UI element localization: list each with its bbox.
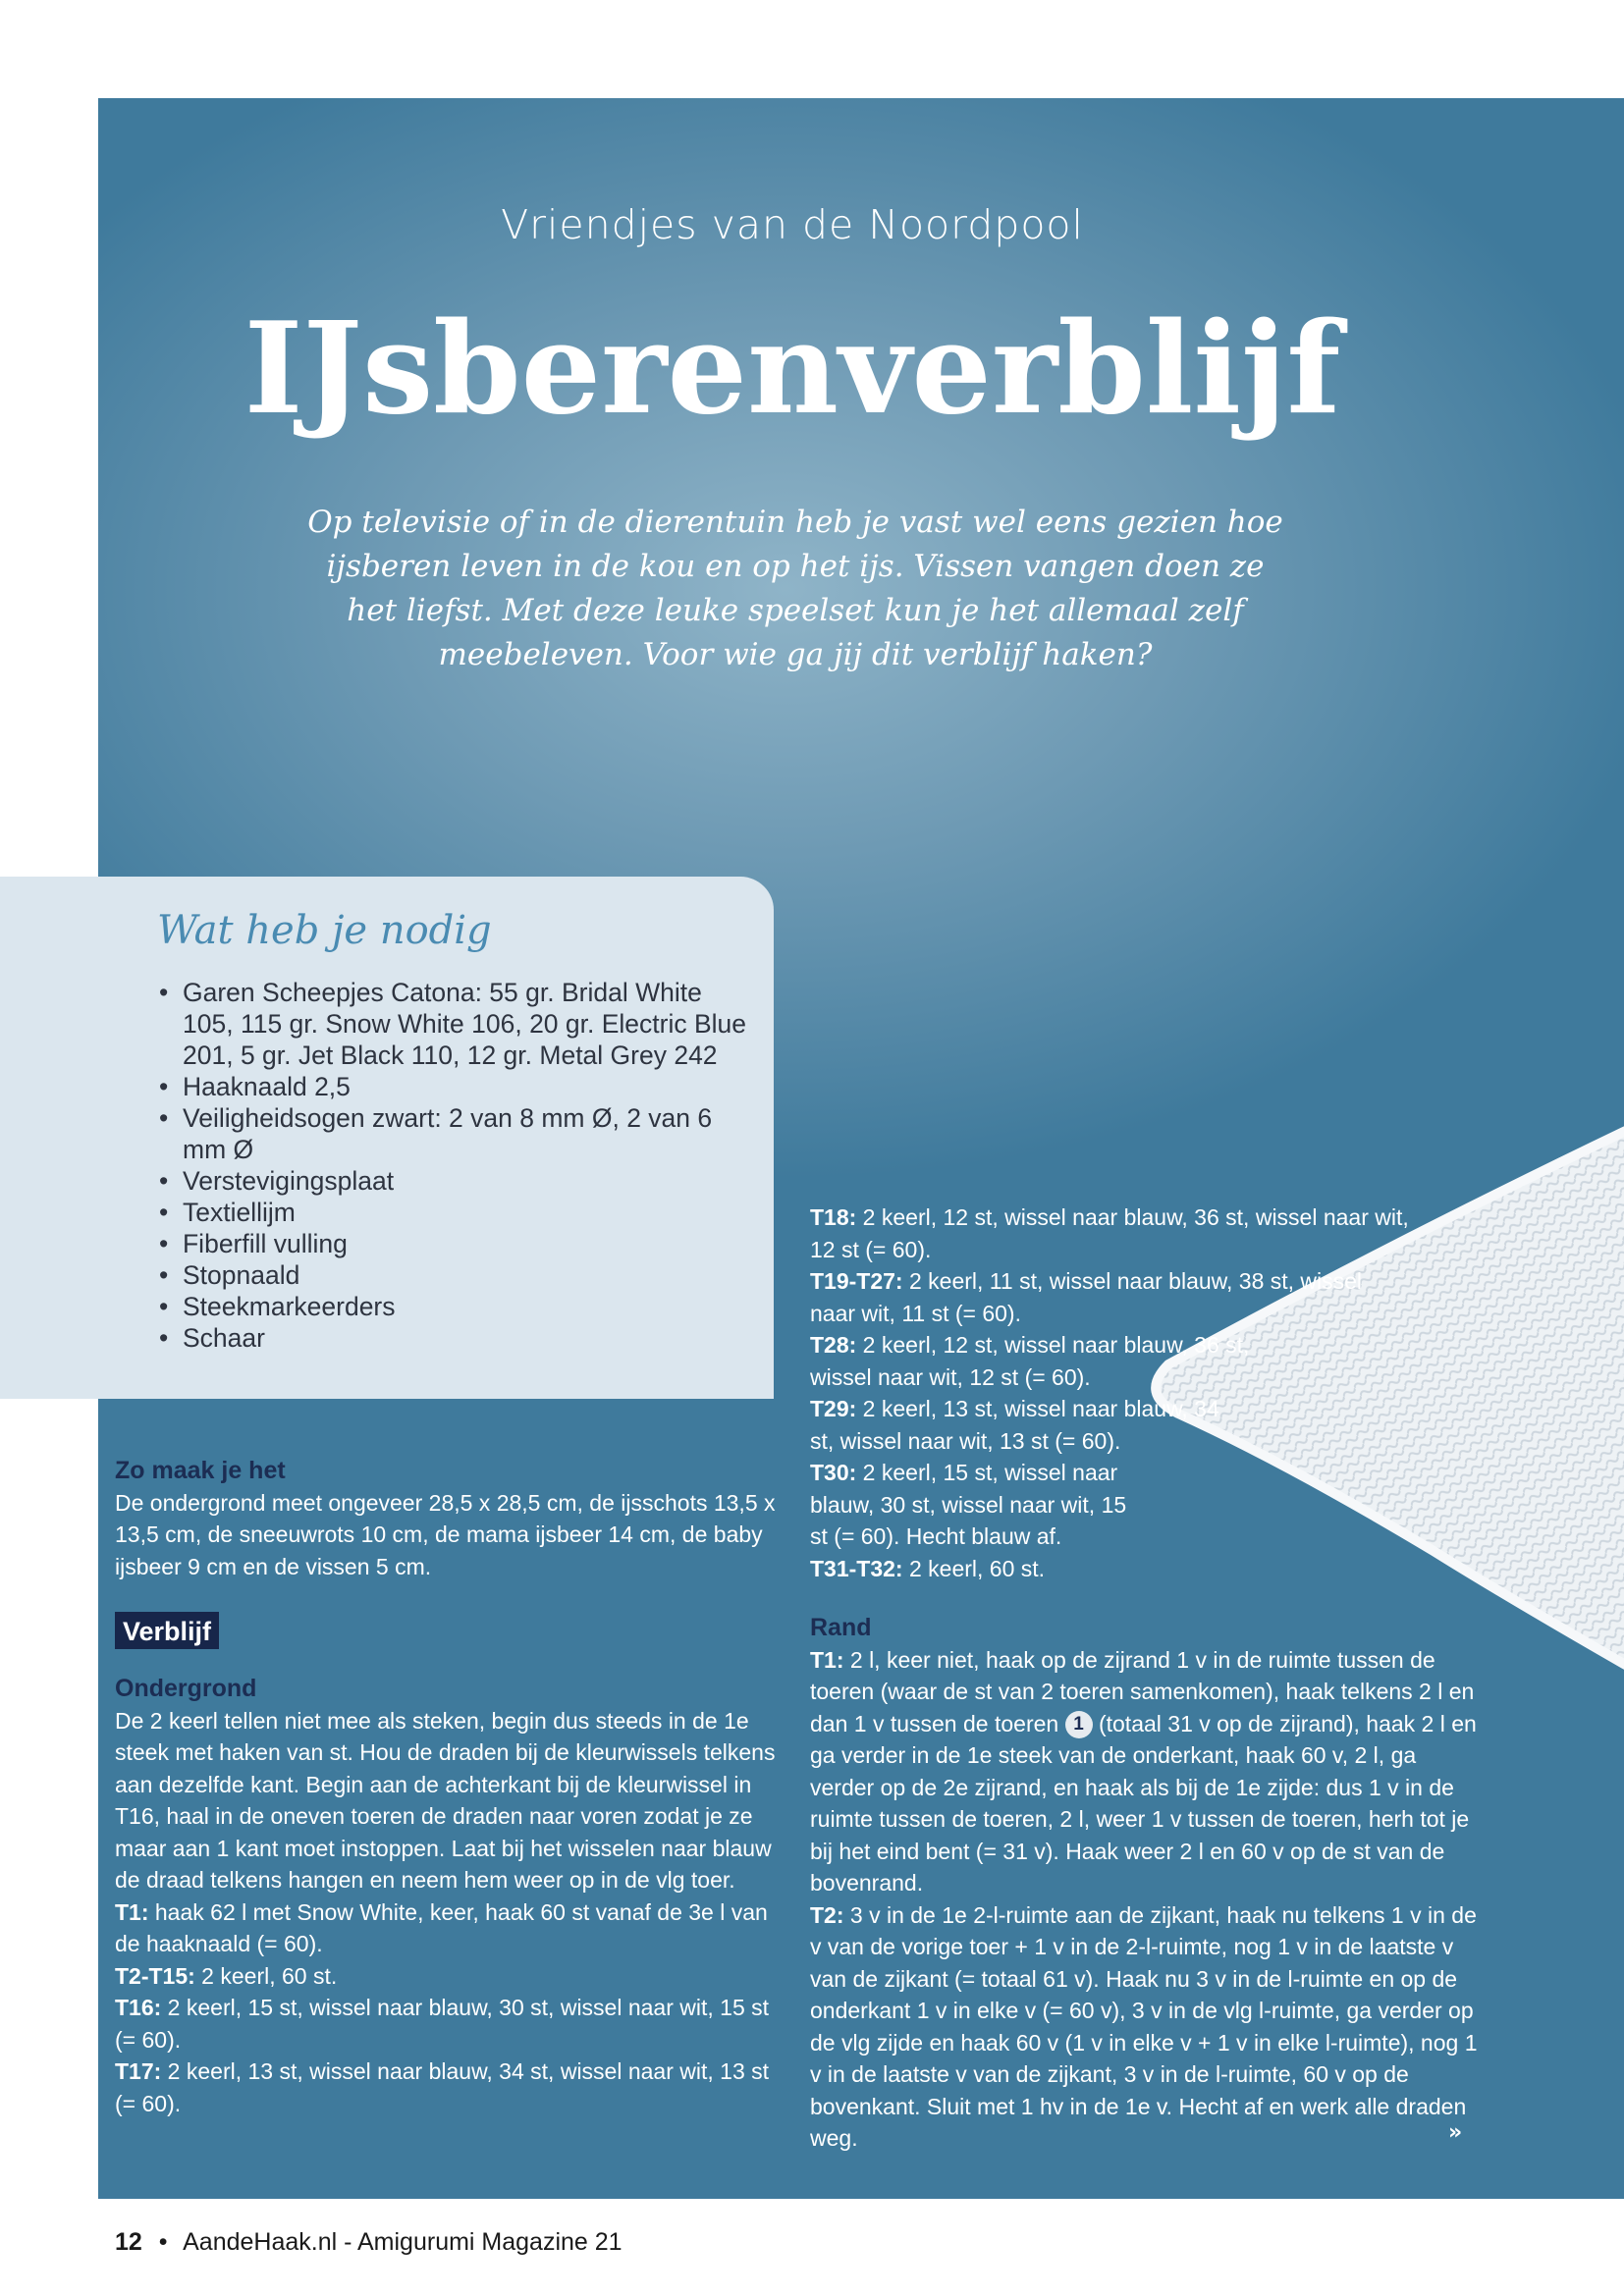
left-column	[115, 1455, 783, 2119]
list-item: • Veiligheidsogen zwart: 2 van 8 mm Ø, 2 van 6 mm Ø	[159, 1102, 758, 1165]
round-item	[810, 1553, 1438, 1585]
rand-t1	[810, 1644, 1478, 1899]
page-number: 12	[115, 2228, 142, 2256]
list-item: • Verstevigingsplaat	[159, 1165, 758, 1197]
list-item: • Fiberfill vulling	[159, 1228, 758, 1259]
round-label: T28:	[810, 1332, 857, 1358]
list-item: • Steekmarkeerders	[159, 1291, 758, 1322]
round-text: 2 keerl, 12 st, wissel naar blauw, 36 st, wissel naar wit, 12 st (= 60).	[810, 1332, 1250, 1390]
round-text: 2 keerl, 13 st, wissel naar blauw, 34 st, wissel naar wit, 13 st (= 60).	[810, 1396, 1219, 1454]
round-label: T2:	[810, 1901, 844, 1928]
round-text: haak 62 l met Snow White, keer, haak 60 st vanaf de 3e l van de haaknaald (= 60).	[115, 1898, 768, 1956]
round-item	[115, 1960, 783, 1993]
materials-title: Wat heb je nodig	[157, 908, 492, 953]
round-item	[115, 1992, 783, 2056]
round-item	[115, 1896, 783, 1960]
rand-t2	[810, 1899, 1478, 2155]
round-text: (totaal 31 v op de zijrand), haak 2 l en ga verder in de 1e steek van de onderkant, haak 60 v, 2 l, ga verder op de 2e zijrand, en haak als bij de 1e zijde: dus 1 v in de ruimte tussen de toeren, 2 l, weer 1 v tussen de toeren, herh tot je bij het eind bent (= 31 v). Haak weer 2 l en 60 v op de st van de bovenrand.	[810, 1710, 1477, 1896]
round-text: 2 keerl, 15 st, wissel naar blauw, 30 st, wissel naar wit, 15 st (= 60).	[115, 1995, 770, 2053]
step-marker-badge: 1	[1065, 1711, 1093, 1738]
footer-source: AandeHaak.nl - Amigurumi Magazine 21	[183, 2228, 623, 2256]
ondergrond-intro: De 2 keerl tellen niet mee als steken, begin dus steeds in de 1e steek met haken van st. Hou de draden bij de kleurwissels telkens aan dezelfde kant. Begin aan de achterkant bij de kleurwissel in T16, haal in de oneven toeren de draden naar voren zodat je ze maar aan 1 kant moet instoppen. Laat bij het wisselen naar blauw de draad telkens hangen en neem hem weer op in de vlg toer.	[115, 1707, 776, 1893]
round-label: T19-T27:	[810, 1268, 903, 1294]
round-label: T29:	[810, 1396, 857, 1421]
continue-arrow-icon: »	[1448, 2120, 1463, 2145]
round-label: T31-T32:	[810, 1555, 903, 1581]
round-item	[115, 2056, 783, 2119]
round-label: T2-T15:	[115, 1962, 195, 1989]
intro-text: Op televisie of in de dierentuin heb je vast wel eens gezien hoe ijsberen leven in de kou en op het ijs. Vissen vangen doen ze het liefst. Met deze leuke speelset kun je het allemaal zelf meebeleven. Voor wie ga jij dit verblijf haken?	[307, 505, 1283, 672]
how-text: De ondergrond meet ongeveer 28,5 x 28,5 cm, de ijsschots 13,5 x 13,5 cm, de sneeuwrots 10 cm, de mama ijsbeer 14 cm, de baby ijsbeer 9 cm en de vissen 5 cm.	[115, 1489, 776, 1579]
page-footer	[115, 2228, 623, 2257]
round-text: 2 keerl, 60 st.	[902, 1555, 1046, 1581]
round-label: T1:	[810, 1646, 844, 1673]
round-label: T18:	[810, 1204, 857, 1230]
round-text: 2 keerl, 15 st, wissel naar blauw, 30 st, wissel naar wit, 15 st (= 60). Hecht blauw af.	[810, 1460, 1127, 1549]
round-label: T17:	[115, 2058, 162, 2084]
round-item	[810, 1457, 1134, 1553]
footer-separator: •	[158, 2228, 168, 2256]
list-item: • Stopnaald	[159, 1259, 758, 1291]
round-text: 2 keerl, 13 st, wissel naar blauw, 34 st, wissel naar wit, 13 st (= 60).	[115, 2058, 770, 2116]
right-column-rand	[810, 1612, 1478, 2155]
materials-list	[159, 977, 758, 1354]
section-badge: Verblijf	[115, 1612, 219, 1649]
rand-title: Rand	[810, 1614, 872, 1641]
list-item: • Schaar	[159, 1322, 758, 1354]
round-item	[810, 1201, 1438, 1265]
round-text: 2 keerl, 11 st, wissel naar blauw, 38 st, wissel naar wit, 11 st (= 60).	[810, 1268, 1363, 1326]
list-item: • Garen Scheepjes Catona: 55 gr. Bridal White 105, 115 gr. Snow White 106, 20 gr. Electric Blue 201, 5 gr. Jet Black 110, 12 gr. Metal Grey 242	[159, 977, 758, 1071]
round-label: T1:	[115, 1898, 149, 1925]
round-text: 3 v in de 1e 2-l-ruimte aan de zijkant, haak nu telkens 1 v in de v van de vorige toer + 1 v in de 2-l-ruimte, nog 1 v in de laatste v van de zijkant (= totaal 61 v). Haak nu 3 v in de l-ruimte en op de onderkant 1 v in elke v (= 60 v), 3 v in de vlg l-ruimte, ga verder op de vlg zijde en haak 60 v (1 v in elke v + 1 v in elke l-ruimte), nog 1 v in de laatste v van de zijkant, 3 v in de l-ruimte, 60 v op de bovenkant. Sluit met 1 hv in de 1e v. Hecht af en werk alle draden weg.	[810, 1901, 1478, 2151]
round-item	[810, 1265, 1399, 1329]
round-text: 2 l, keer niet, haak op de zijrand 1 v in de ruimte tussen de toeren (waar de st van 2 toeren samenkomen), haak telkens 2 l en dan 1 v tussen de toeren	[810, 1646, 1475, 1736]
how-title: Zo maak je het	[115, 1457, 286, 1484]
list-item: • Haaknaald 2,5	[159, 1071, 758, 1102]
right-column-rounds	[810, 1201, 1438, 1584]
round-text: 2 keerl, 60 st.	[194, 1962, 338, 1989]
round-label: T16:	[115, 1995, 162, 2020]
ondergrond-title: Ondergrond	[115, 1675, 257, 1702]
page-title: IJsberenverblijf	[244, 295, 1341, 443]
round-item	[810, 1329, 1281, 1393]
supertitle: Vriendjes van de Noordpool	[501, 201, 1084, 248]
list-item: • Textiellijm	[159, 1197, 758, 1228]
round-text: 2 keerl, 12 st, wissel naar blauw, 36 st, wissel naar wit, 12 st (= 60).	[810, 1204, 1409, 1262]
round-item	[810, 1393, 1222, 1457]
round-label: T30:	[810, 1460, 857, 1485]
